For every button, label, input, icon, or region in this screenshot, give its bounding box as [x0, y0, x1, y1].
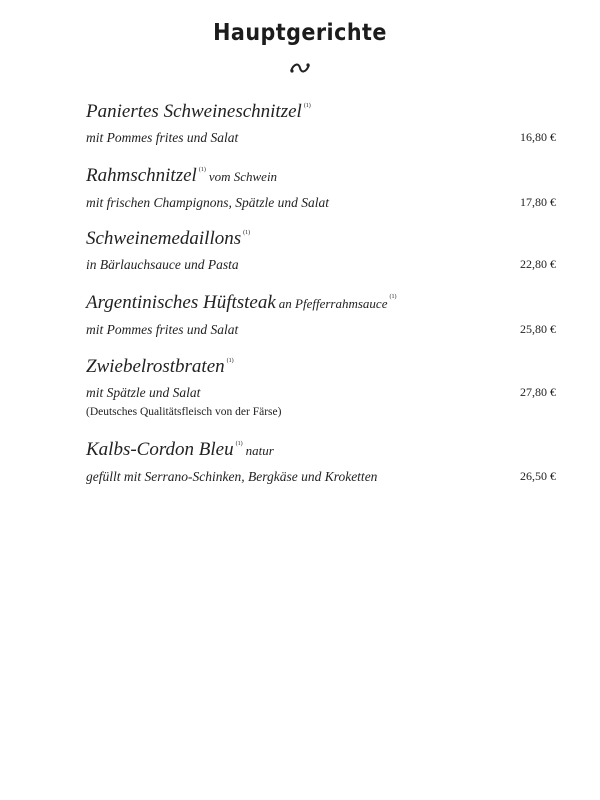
- dish-name: Paniertes Schweineschnitzel: [86, 101, 302, 122]
- menu-item: [86, 433, 556, 486]
- footnote-marker: (1): [235, 441, 243, 447]
- dish-note: (Deutsches Qualitätsfleisch von der Färse): [86, 406, 282, 418]
- footnote-marker: (1): [389, 294, 397, 300]
- menu-item: [86, 286, 556, 339]
- dish-description: gefüllt mit Serrano-Schinken, Bergkäse und Kroketten: [86, 469, 378, 484]
- dish-price: 22,80 €: [520, 257, 556, 271]
- menu-item: [86, 95, 556, 147]
- dish-name: Zwiebelrostbraten: [86, 356, 225, 377]
- dish-title: [86, 222, 556, 250]
- footnote-marker: (1): [198, 167, 206, 173]
- flourish-ornament-icon: [0, 58, 600, 78]
- dish-suffix: natur: [245, 443, 274, 458]
- dish-suffix: vom Schwein: [208, 169, 278, 184]
- dish-description: in Bärlauchsauce und Pasta: [86, 257, 239, 272]
- footnote-marker: (1): [226, 358, 234, 364]
- dish-name: Argentinisches Hüftsteak: [86, 292, 276, 313]
- dish-name: Kalbs-Cordon Bleu: [86, 439, 234, 460]
- menu-item: [86, 159, 556, 212]
- dish-suffix: an Pfefferrahmsauce: [278, 296, 388, 311]
- dish-title: [86, 286, 556, 315]
- menu-item: [86, 222, 556, 274]
- dish-description: mit Pommes frites und Salat: [86, 130, 239, 145]
- dish-name: Schweinemedaillons: [86, 228, 242, 249]
- dish-title: [86, 433, 556, 462]
- dish-title: [86, 159, 556, 188]
- dish-price: 27,80 €: [520, 385, 556, 399]
- dish-description: mit Pommes frites und Salat: [86, 322, 239, 337]
- dish-price: 25,80 €: [520, 322, 556, 336]
- dish-name: Rahmschnitzel: [86, 165, 197, 186]
- dish-description: mit frischen Champignons, Spätzle und Salat: [86, 195, 329, 210]
- dish-price: 26,50 €: [520, 469, 556, 483]
- dish-price: 17,80 €: [520, 195, 556, 209]
- footnote-marker: (1): [303, 103, 311, 109]
- menu-item: [86, 350, 556, 420]
- dish-title: [86, 350, 556, 378]
- dish-description: mit Spätzle und Salat: [86, 385, 201, 400]
- page-title: Hauptgerichte: [213, 20, 387, 46]
- footnote-marker: (1): [243, 230, 251, 236]
- dish-title: [86, 95, 556, 123]
- dish-price: 16,80 €: [520, 130, 556, 144]
